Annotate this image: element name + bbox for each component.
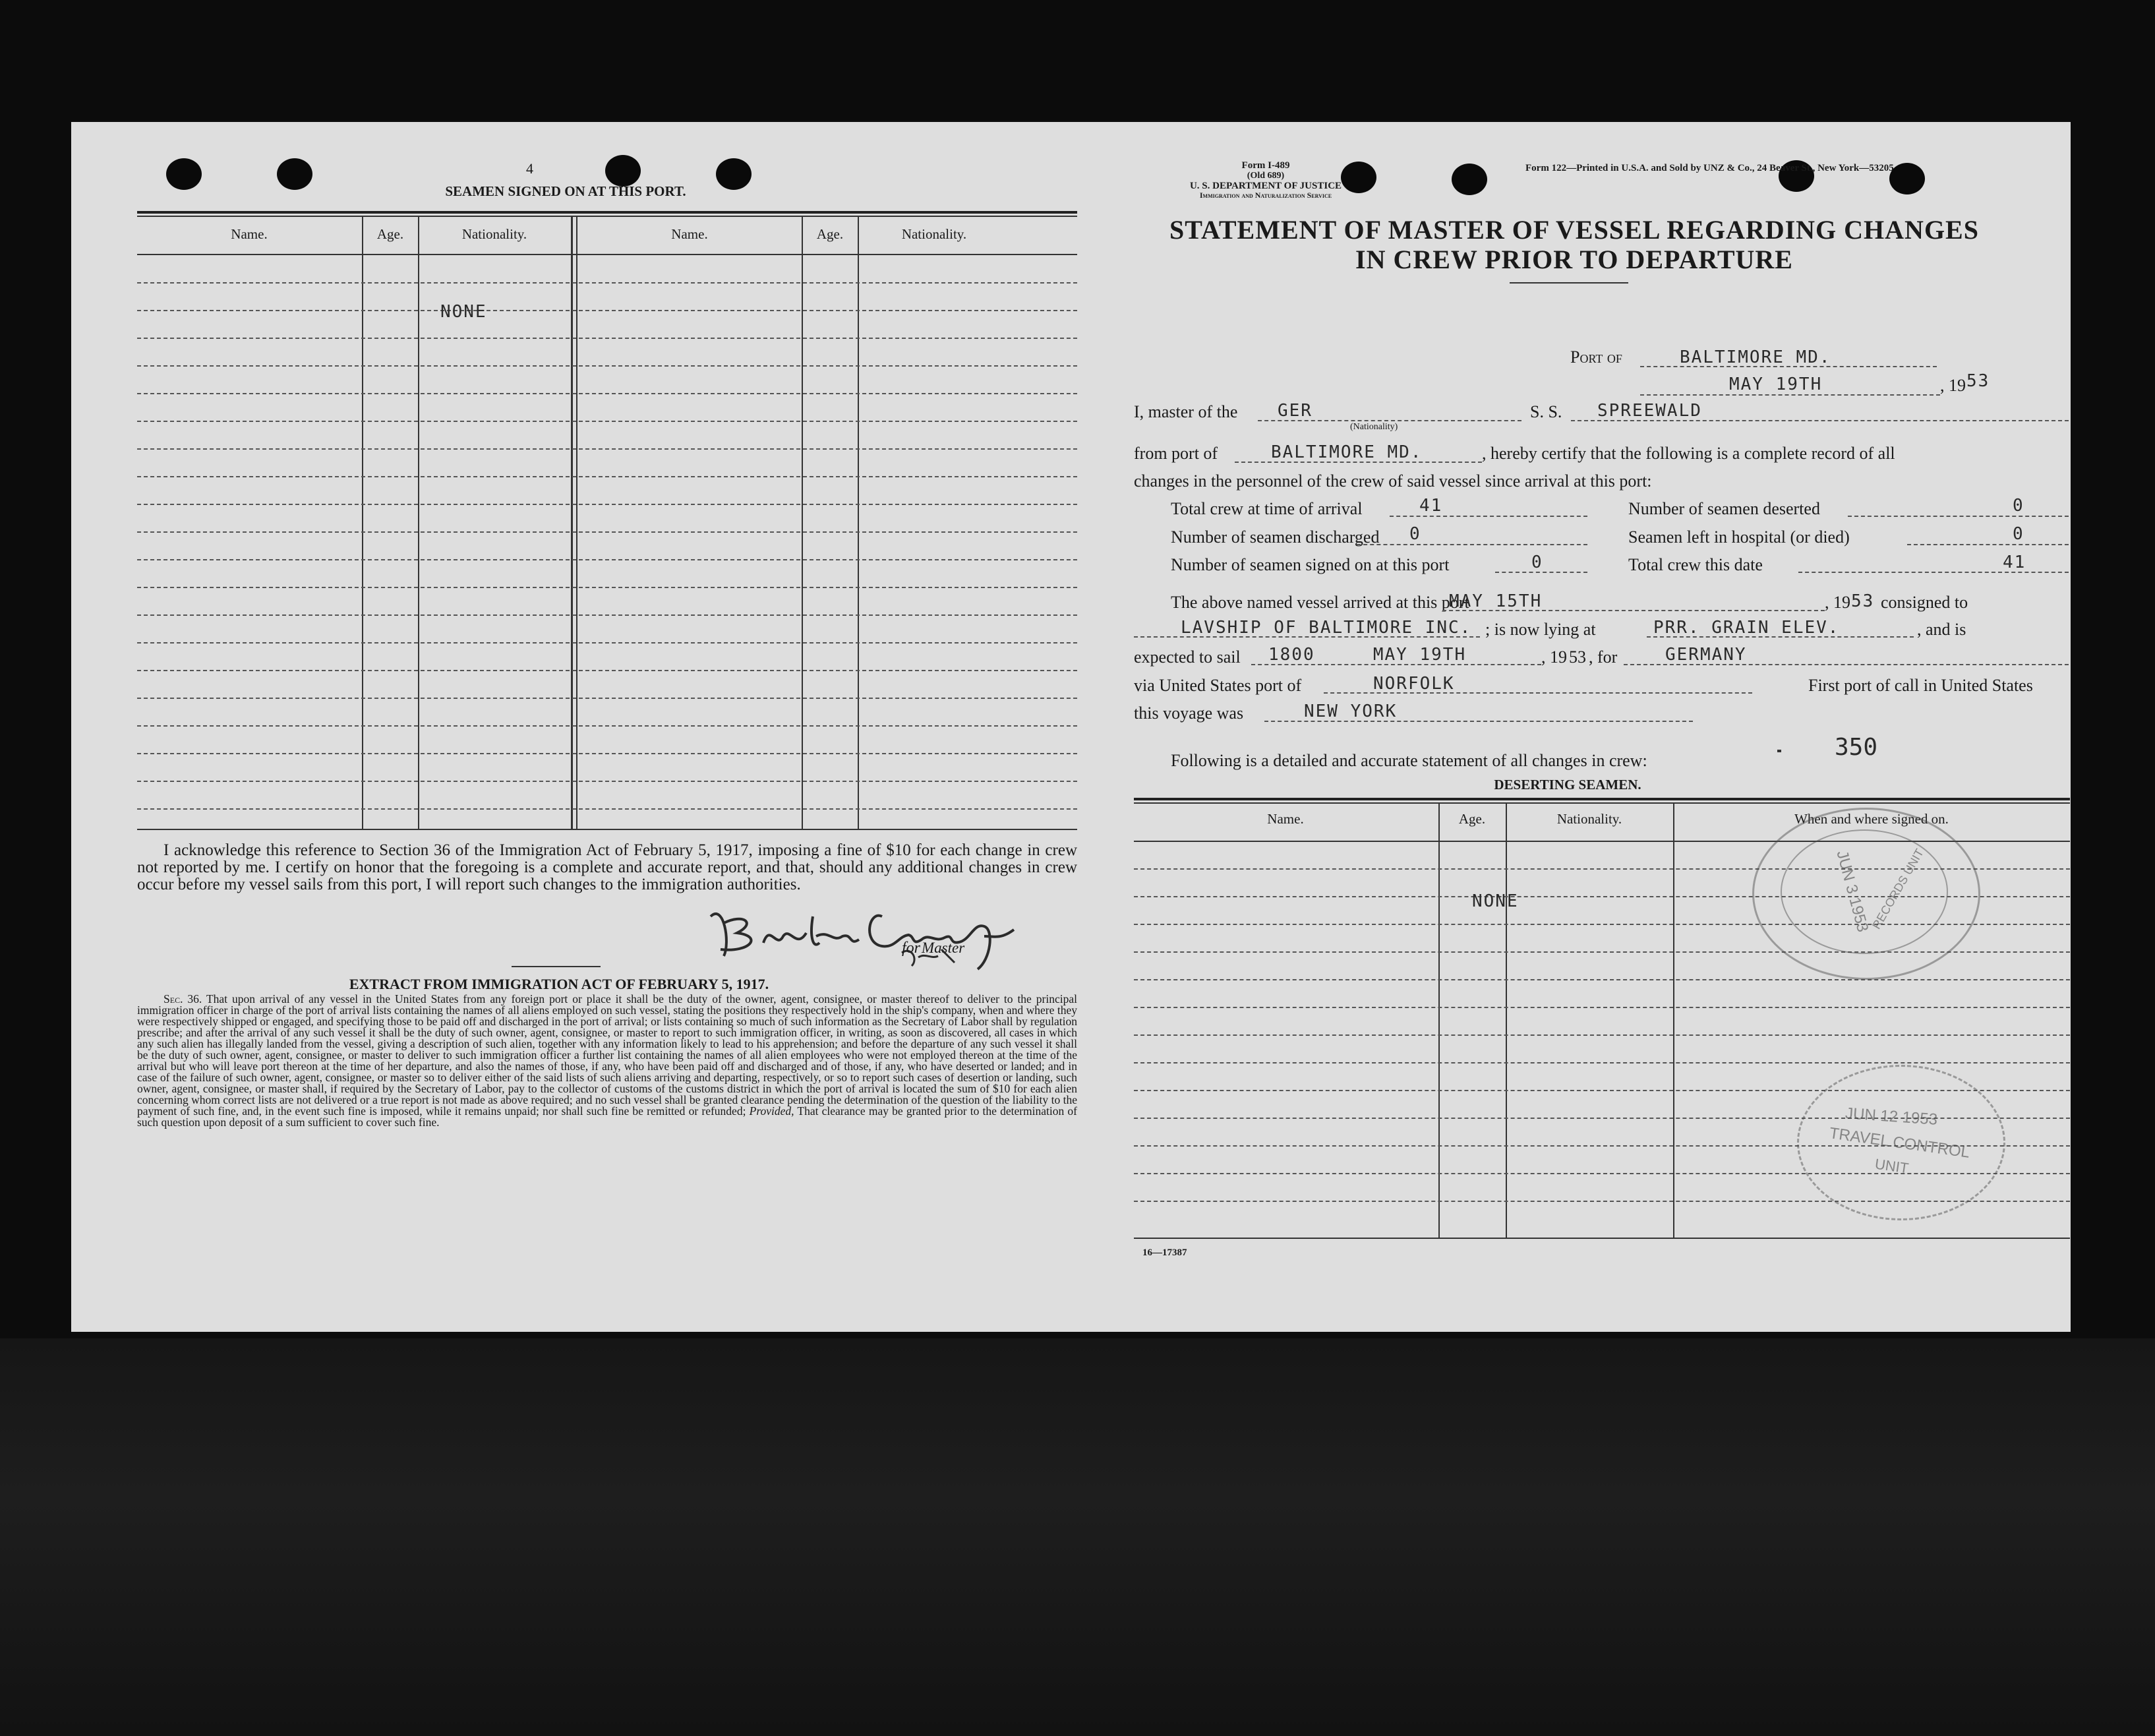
column-rule: [1673, 802, 1674, 1238]
stamp2-line2: UNIT: [1874, 1155, 1910, 1177]
arrived-year-value: 53: [1851, 591, 1875, 611]
row-rule: [137, 338, 1077, 339]
column-header-nationality: Nationality.: [901, 226, 967, 242]
dash-mark: [1777, 750, 1781, 752]
deserted-label: Number of seamen deserted: [1628, 499, 1820, 518]
department-name: U. S. DEPARTMENT OF JUSTICE: [1189, 181, 1342, 191]
section-label: Sec. 36.: [163, 992, 202, 1005]
travel-control-stamp: [1797, 1065, 2005, 1220]
column-rule: [362, 216, 363, 829]
form-sheet: [71, 122, 2071, 1332]
service-name: Immigration and Naturalization Service: [1199, 191, 1332, 200]
arrived-label: The above named vessel arrived at this port: [1171, 593, 1469, 612]
table-top-rule: [1134, 802, 2070, 804]
hospital-value: 0: [2013, 524, 2024, 544]
voyage-value: NEW YORK: [1304, 702, 1398, 721]
nationality-caption: (Nationality): [1350, 422, 1398, 432]
consignee-value: LAVSHIP OF BALTIMORE INC.: [1181, 618, 1472, 638]
column-header-nationality: Nationality.: [461, 226, 527, 242]
section-end: That clearance may be granted prior to the determination of such question upon deposit of a sum sufficient to cover such fine.: [137, 1104, 1078, 1129]
stamp2-date: JUN 12 1953: [1845, 1104, 1938, 1129]
deserting-entry: NONE: [1472, 891, 1519, 911]
master-signature: [684, 897, 1053, 976]
signed-on-value: 0: [1531, 553, 1543, 572]
row-rule: [137, 614, 1077, 616]
scan-background: [0, 1338, 2155, 1736]
signature-suffix: for: [902, 940, 921, 957]
table-bottom-rule: [1134, 1238, 2070, 1239]
right-page: [1060, 122, 2071, 1332]
form-number: Form I-489: [1241, 160, 1290, 171]
extract-heading: EXTRACT FROM IMMIGRATION ACT OF FEBRUARY 5, 1917.: [349, 976, 769, 992]
field-rule: [1134, 636, 1480, 638]
column-rule: [858, 216, 859, 829]
for-label: , for: [1589, 647, 1618, 667]
expected-value: 1800 MAY 19TH: [1268, 645, 1467, 665]
field-rule: [1235, 462, 1482, 463]
row-rule: [137, 725, 1077, 727]
field-rule: [1848, 516, 2069, 517]
row-rule: [1134, 1007, 2070, 1008]
column-rule: [571, 216, 573, 829]
and-is-text: , and is: [1917, 620, 1966, 639]
deserted-value: 0: [2013, 496, 2024, 516]
page-number: 4: [526, 160, 533, 177]
printer-line: Form 122—Printed in U.S.A. and Sold by UNZ & Co., 24 Beaver St., New York—53205: [1525, 163, 1894, 173]
table-bottom-rule: [137, 829, 1077, 830]
column-header-name: Name.: [1267, 811, 1304, 827]
column-header-age: Age.: [1458, 811, 1486, 827]
row-rule: [137, 559, 1077, 560]
lying-value: PRR. GRAIN ELEV.: [1653, 618, 1840, 638]
destination-value: GERMANY: [1665, 645, 1747, 665]
column-header-when-where: When and where signed on.: [1794, 811, 1949, 827]
column-header-age: Age.: [376, 226, 404, 242]
voyage-label: this voyage was: [1134, 703, 1244, 723]
column-rule: [418, 216, 419, 829]
row-rule: [137, 670, 1077, 671]
row-rule: [137, 642, 1077, 644]
header-rule: [137, 254, 1077, 255]
field-rule: [1390, 516, 1587, 517]
row-rule: [137, 282, 1077, 284]
date-value: MAY 19TH: [1729, 374, 1823, 394]
field-rule: [1640, 394, 1940, 396]
via-label: via United States port of: [1134, 676, 1302, 695]
form-title-line-1: STATEMENT OF MASTER OF VESSEL REGARDING CHANGES: [1169, 215, 1979, 245]
consigned-label: consigned to: [1881, 593, 1968, 612]
signed-on-label: Number of seamen signed on at this port: [1171, 555, 1450, 574]
field-rule: [1324, 692, 1752, 694]
total-date-label: Total crew this date: [1628, 555, 1763, 574]
left-page: [71, 122, 1078, 1332]
via-value: NORFOLK: [1373, 674, 1455, 694]
footer-code: 16—17387: [1142, 1247, 1187, 1258]
row-rule: [137, 310, 1077, 311]
records-unit-stamp: [1752, 808, 1980, 980]
master-of-label: I, master of the: [1134, 402, 1238, 421]
row-rule: [137, 365, 1077, 367]
stamp1-date: JUN 3 1953: [1833, 849, 1872, 934]
certify-text: , hereby certify that the following is a complete record of all: [1482, 444, 1895, 463]
row-rule: [137, 587, 1077, 588]
field-rule: [1264, 721, 1693, 722]
total-date-value: 41: [2003, 553, 2026, 572]
port-value: BALTIMORE MD.: [1680, 347, 1831, 367]
nationality-value: GER: [1278, 401, 1313, 421]
signed-on-entry: NONE: [440, 302, 487, 322]
column-header-name: Name.: [231, 226, 268, 242]
field-rule: [1571, 420, 2069, 421]
row-rule: [137, 698, 1077, 699]
row-rule: [137, 753, 1077, 754]
old-form-number: (Old 689): [1247, 171, 1285, 181]
row-rule: [137, 476, 1077, 477]
expected-label: expected to sail: [1134, 647, 1241, 667]
master-label: Master: [922, 940, 965, 956]
field-rule: [1798, 572, 2069, 573]
ss-label: S. S.: [1530, 402, 1562, 421]
sail-year-value: 53: [1569, 647, 1586, 667]
row-rule: [137, 531, 1077, 533]
stamp1-sub: RECORDS UNIT: [1870, 846, 1926, 932]
discharged-value: 0: [1409, 524, 1421, 544]
stamp-inner-ring: [1781, 829, 1948, 954]
lying-label: ; is now lying at: [1485, 620, 1596, 639]
row-rule: [137, 808, 1077, 810]
row-rule: [1134, 1034, 2070, 1036]
changes-text: changes in the personnel of the crew of said vessel since arrival at this port:: [1134, 471, 1652, 491]
total-arrival-value: 41: [1419, 496, 1443, 516]
column-rule: [802, 216, 803, 829]
field-rule: [1357, 544, 1587, 545]
ship-value: SPREEWALD: [1597, 401, 1702, 421]
field-rule: [1647, 636, 1914, 638]
arrived-value: MAY 15TH: [1449, 591, 1543, 611]
row-rule: [137, 504, 1077, 505]
signed-on-heading: SEAMEN SIGNED ON AT THIS PORT.: [445, 183, 686, 199]
hospital-label: Seamen left in hospital (or died): [1628, 527, 1850, 547]
row-rule: [137, 393, 1077, 394]
year-prefix: , 19: [1940, 376, 1966, 395]
from-port-value: BALTIMORE MD.: [1271, 442, 1423, 462]
field-rule: [1907, 544, 2069, 545]
section-body: That upon arrival of any vessel in the United States from any foreign port or place it shall be the duty of the owner, agent, consignee, or master thereof to deliver to the principal immigration officer in charge of the port of arrival lists containing the names of all aliens employed on such vessel, stating the positions they respectively hold in the ship's company, when and where they were respectively shipped or engaged, and specifying those to be paid off and discharged in the port of arrival; or lists containing so much of such information as the Secretary of Labor shall by regulation prescribe; and after the arrival of any such vessel it shall be the duty of such owner, agent, consignee, or master to report to such immigration officer, in writing, as soon as discovered, all cases in which any such alien has illegally landed from the vessel, giving a description of such alien, together with any information likely to lead to his apprehension; and before the departure of any such vessel it shall be the duty of such owner, agent, consignee, or master to deliver to such immigration officer a further list containing the names of all alien employees who were not employed thereon at the time of the arrival but who will leave port thereon at the time of her departure, and also the names of those, if any, who have been paid off and discharged and of those, if any, who have deserted or landed; and in case of the failure of such owner, agent, consignee, or master so to deliver either of the said lists of such aliens arriving and departing, respectively, or so to report such cases of desertion or landing, such owner, agent, consignee, or master shall, if required by the Secretary of Labor, pay to the collector of customs of the customs district in which the port of arrival is located the sum of $10 for each alien concerning whom correct lists are not delivered or a true report is not made as above required; and no such vessel shall be granted clearance pending the determination of the question of the liability to the payment of such fine, and, in the event such fine is imposed, while it remains unpaid; nor shall such fine be remitted or refunded;: [137, 992, 1077, 1118]
column-rule: [1506, 802, 1507, 1238]
deserting-heading: DESERTING SEAMEN.: [1494, 777, 1641, 793]
table-top-rule: [137, 216, 1077, 217]
table-top-rule: [1134, 798, 2070, 800]
first-port-label: First port of call in United States: [1808, 676, 2033, 695]
table-top-rule: [137, 211, 1077, 214]
total-arrival-label: Total crew at time of arrival: [1171, 499, 1363, 518]
year-value: 53: [1966, 371, 1990, 391]
stamp2-line1: TRAVEL CONTROL: [1828, 1124, 1971, 1162]
handwritten-number: 350: [1835, 734, 1878, 761]
column-header-age: Age.: [816, 226, 844, 242]
from-port-label: from port of: [1134, 444, 1218, 463]
column-header-nationality: Nationality.: [1556, 811, 1622, 827]
form-title-line-2: IN CREW PRIOR TO DEPARTURE: [1355, 245, 1793, 274]
column-header-name: Name.: [671, 226, 708, 242]
divider: [512, 966, 601, 967]
column-rule: [1438, 802, 1440, 1238]
sail-year-prefix: , 19: [1541, 647, 1567, 667]
arrived-year-prefix: , 19: [1825, 593, 1850, 612]
row-rule: [137, 448, 1077, 450]
row-rule: [1134, 1062, 2070, 1063]
field-rule: [1442, 610, 1825, 611]
acknowledgement-text: I acknowledge this reference to Section 36 of the Immigration Act of February 5, 1917, imposing a fine of $10 for each change in crew not reported by me. I certify on honor that the foregoing is a complete and accurate report, and that, should any additional changes in crew occur before my vessel sails from this port, I will report such changes to the immigration authorities.: [137, 841, 1077, 893]
section-36-text: [137, 994, 1077, 1128]
field-rule: [1624, 664, 2069, 665]
port-label: Port of: [1570, 347, 1622, 367]
title-rule: [1510, 282, 1628, 284]
discharged-label: Number of seamen discharged: [1171, 527, 1380, 547]
row-rule: [1134, 979, 2070, 980]
field-rule: [1258, 420, 1521, 421]
row-rule: [137, 421, 1077, 422]
field-rule: [1251, 664, 1541, 665]
column-rule: [576, 216, 577, 829]
following-text: Following is a detailed and accurate statement of all changes in crew:: [1171, 751, 1647, 770]
field-rule: [1495, 572, 1587, 573]
row-rule: [137, 781, 1077, 782]
section-provided: Provided,: [749, 1104, 794, 1118]
field-rule: [1640, 366, 1937, 367]
